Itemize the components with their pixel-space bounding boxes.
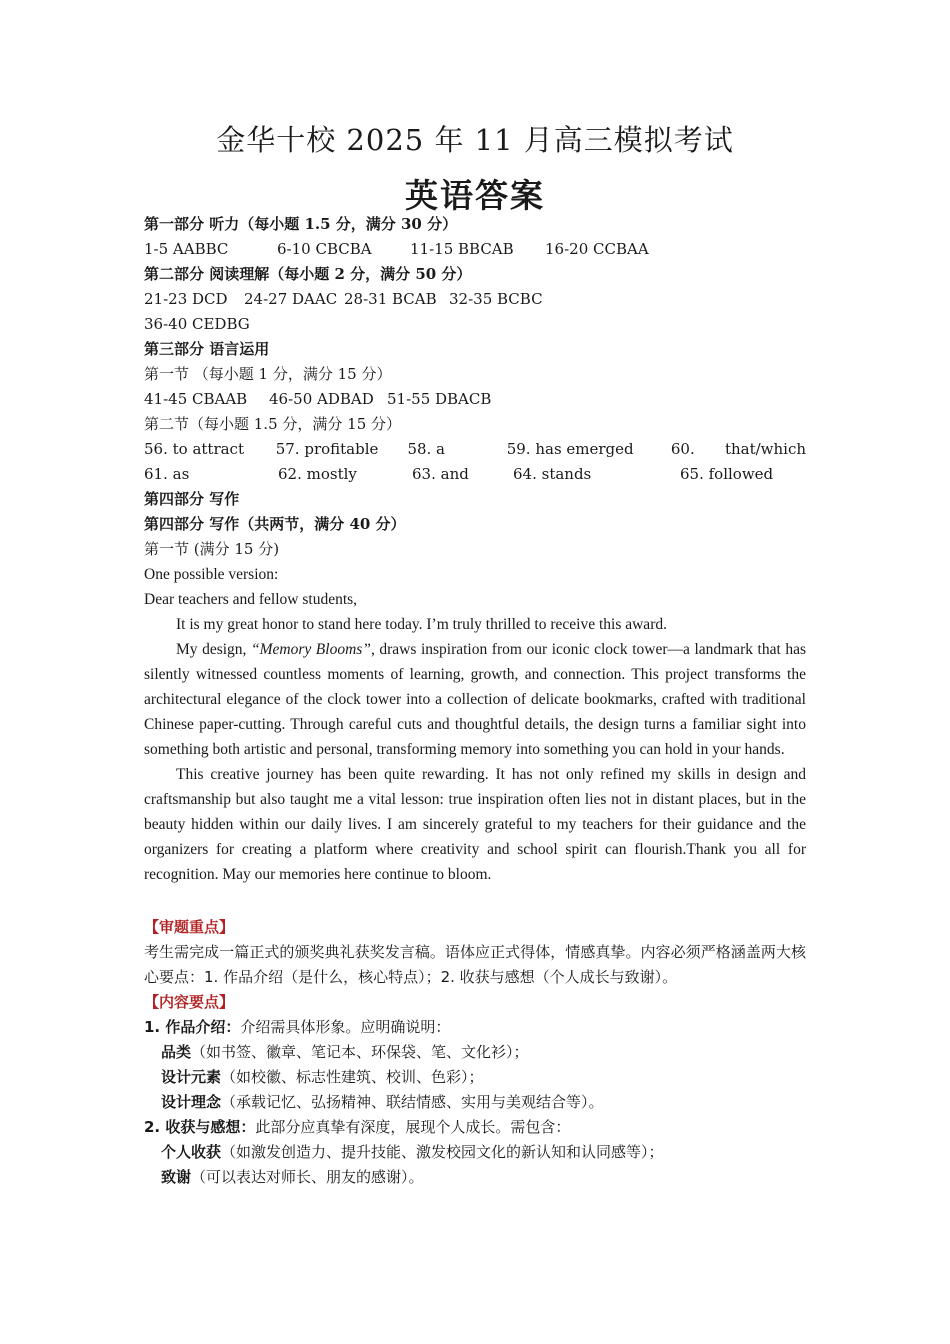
- answer-content: [144, 212, 806, 1190]
- answer-group: 11-15 BBCAB: [410, 240, 514, 258]
- answer-item: 58. a: [407, 440, 446, 458]
- part3-section2-heading: 第二节（每小题 1.5 分，满分 15 分）: [144, 415, 402, 433]
- part1-heading: 第一部分 听力（每小题 1.5 分，满分 30 分）: [144, 215, 458, 233]
- part4-heading-short: 第四部分 写作: [144, 490, 240, 508]
- part2-answers-row2: 36-40 CEDBG: [144, 315, 250, 333]
- answer-group: 16-20 CCBAA: [545, 240, 649, 258]
- point-item-1: 1. 作品介绍：介绍需具体形象。应明确说明：: [144, 1018, 451, 1036]
- sample-essay: [144, 562, 806, 887]
- focus-text: 考生需完成一篇正式的颁奖典礼获奖发言稿。语体应正式得体，情感真挚。内容必须严格涵盖两大核心要点：1. 作品介绍（是什么，核心特点）；2. 收获与感想（个人成长与致谢）。: [144, 943, 806, 986]
- points-label: 【内容要点】: [144, 993, 235, 1011]
- salutation: Dear teachers and fellow students,: [144, 591, 358, 608]
- point-item-2: 2. 收获与感想：此部分应真挚有深度，展现个人成长。需包含：: [144, 1118, 571, 1136]
- part1-answers: [144, 237, 806, 262]
- essay-paragraph-1: It is my great honor to stand here today. I’m truly thrilled to receive this award.: [176, 616, 667, 633]
- answer-group: 46-50 ADBAD: [269, 390, 374, 408]
- part3-section1-heading: 第一节 （每小题 1 分，满分 15 分）: [144, 365, 392, 383]
- answer-group: 21-23 DCD: [144, 290, 228, 308]
- answer-item: 62. mostly: [278, 465, 357, 483]
- point-sub-5: 致谢（可以表达对师长、朋友的感谢）。: [161, 1168, 424, 1186]
- part4-section1-heading: 第一节 (满分 15 分): [144, 540, 280, 558]
- part4-heading: 第四部分 写作（共两节，满分 40 分）: [144, 515, 406, 533]
- part3-section2-row1: [144, 437, 806, 462]
- answer-group: 32-35 BCBC: [449, 290, 543, 308]
- part3-section2-row2: [144, 462, 806, 487]
- answer-item: that/which: [724, 440, 807, 458]
- answer-group: 51-55 DBACB: [387, 390, 492, 408]
- answer-item: 65. followed: [680, 465, 774, 483]
- answer-group: 1-5 AABBC: [144, 240, 229, 258]
- point-sub-2: 设计元素（如校徽、标志性建筑、校训、色彩）；: [161, 1068, 484, 1086]
- answer-item: 60.: [670, 440, 695, 458]
- analysis-section: [144, 915, 806, 1190]
- answer-item: 57. profitable: [275, 440, 379, 458]
- answer-group: 24-27 DAAC: [244, 290, 338, 308]
- point-sub-3: 设计理念（承载记忆、弘扬精神、联结情感、实用与美观结合等）。: [161, 1093, 604, 1111]
- point-sub-1: 品类（如书签、徽章、笔记本、环保袋、笔、文化衫）；: [161, 1043, 529, 1061]
- part2-answers-row1: [144, 287, 806, 312]
- answer-group: 28-31 BCAB: [344, 290, 437, 308]
- answer-item: 56. to attract: [144, 440, 244, 458]
- exam-title: 金华十校 2025 年 11 月高三模拟考试: [216, 123, 734, 157]
- essay-paragraph-3: This creative journey has been quite rewarding. It has not only refined my skills in design and craftsmanship but also taught me a vital lesson: true inspiration often lies not in distant places, but in the beauty hidden within our daily lives. I am sincerely grateful to my teachers for their guidance and the organizers for creating a platform where creativity and school spirit can flourish.Thank you all for recognition. May our memories here continue to bloom.: [144, 766, 806, 883]
- part3-heading: 第三部分 语言运用: [144, 340, 270, 358]
- answer-group: 6-10 CBCBA: [277, 240, 372, 258]
- design-title: “Memory Blooms”: [250, 641, 371, 658]
- essay-paragraph-2: My design, “Memory Blooms”, draws inspiration from our iconic clock tower—a landmark that has silently witnessed countless moments of learning, growth, and connection. This project transforms the architectural elegance of the clock tower into a collection of delicate bookmarks, crafted with traditional Chinese paper-cutting. Through careful cuts and thoughtful details, the design turns a familiar sight into something both artistic and personal, transforming memory into something you can hold in your hands.: [144, 641, 807, 758]
- answer-item: 64. stands: [513, 465, 592, 483]
- answer-item: 61. as: [144, 465, 190, 483]
- answer-item: 59. has emerged: [506, 440, 634, 458]
- version-label: One possible version:: [144, 566, 279, 583]
- answer-group: 41-45 CBAAB: [144, 390, 248, 408]
- answer-title: 英语答案: [405, 176, 545, 215]
- focus-label: 【审题重点】: [144, 918, 235, 936]
- part2-heading: 第二部分 阅读理解（每小题 2 分，满分 50 分）: [144, 265, 472, 283]
- part3-section1-answers: [144, 387, 806, 412]
- point-sub-4: 个人收获（如激发创造力、提升技能、激发校园文化的新认知和认同感等）；: [161, 1143, 664, 1161]
- answer-item: 63. and: [412, 465, 469, 483]
